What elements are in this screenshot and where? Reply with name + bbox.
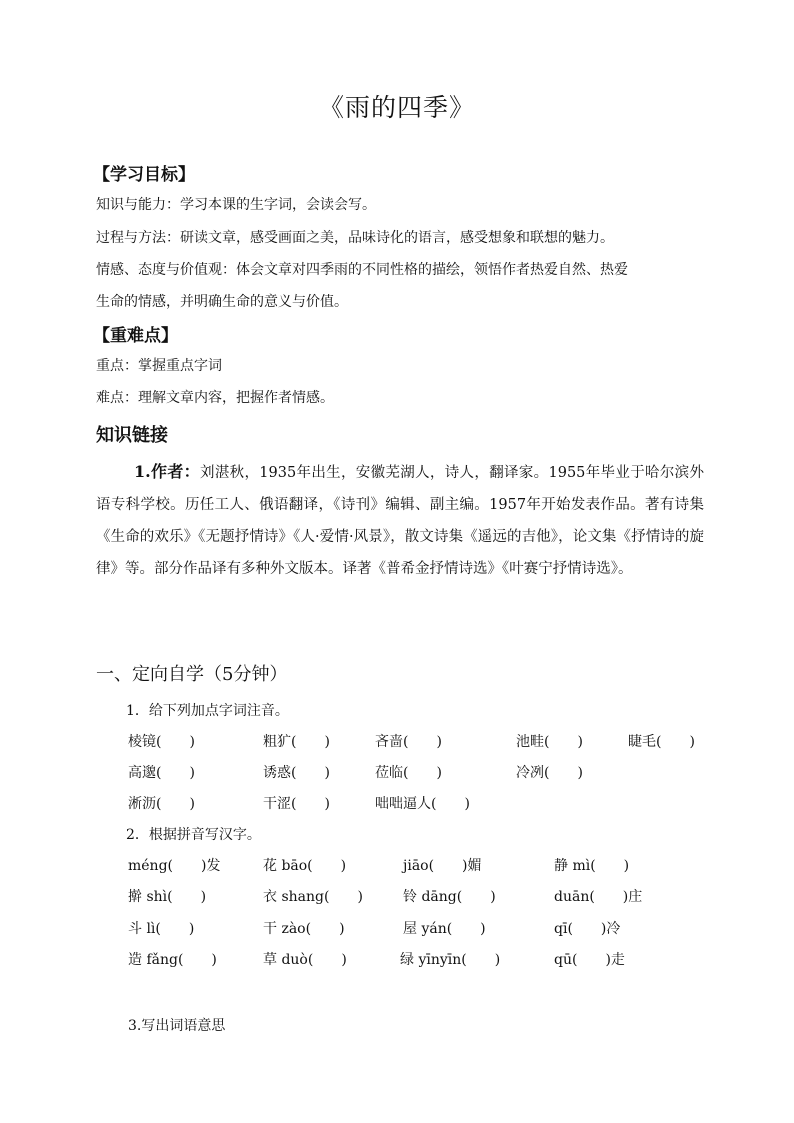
q1-item: 池畦( ): [516, 734, 583, 750]
q2-item: 静 mì( ): [554, 858, 630, 874]
q2-item: qū( )走: [554, 952, 625, 968]
q2-item: 草 duò( ): [263, 952, 347, 968]
objective-line: 情感、态度与价值观：体会文章对四季雨的不同性格的描绘，领悟作者热爱自然、热爱: [96, 262, 628, 278]
key-point-line: 难点：理解文章内容，把握作者情感。: [96, 390, 334, 406]
q1-item: 诱惑( ): [263, 765, 330, 781]
author-text: 刘湛秋，1935年出生，安徽芜湖人，诗人，翻译家。1955年毕业于哈尔滨外语专科学校。历任工人、俄语翻译，《诗刊》编辑、副主编。1957年开始发表作品。著有诗集《生命的欢乐》《无题抒情诗》《人·爱情·风景》，散文诗集《遥远的吉他》，论文集《抒情诗的旋律》等。部分作品译有多种外文版本。译著《普希金抒情诗选》《叶赛宁抒情诗选》。: [96, 465, 704, 577]
q1-label: 1．给下列加点字词注音。: [126, 703, 289, 719]
q2-item: qī( )冷: [554, 921, 621, 937]
q2-item: 擀 shì( ): [128, 889, 207, 905]
q1-item: 冷冽( ): [516, 765, 583, 781]
q2-item: 干 zào( ): [263, 921, 345, 937]
q2-label: 2．根据拼音写汉字。: [126, 827, 261, 843]
q2-item: 造 fǎng( ): [128, 952, 217, 968]
q1-item: 粗犷( ): [263, 734, 330, 750]
q1-item: 高邈( ): [128, 765, 195, 781]
q1-item: 莅临( ): [375, 765, 442, 781]
objective-line: 生命的情感，并明确生命的意义与价值。: [96, 294, 348, 310]
q1-item: 睫毛( ): [628, 734, 695, 750]
q2-item: 绿 yīnyīn( ): [400, 952, 501, 968]
q2-item: méng( )发: [128, 858, 221, 874]
q2-item: jiāo( )媚: [403, 858, 482, 874]
objective-line: 知识与能力：学习本课的生字词，会读会写。: [96, 197, 376, 213]
q1-item: 吝啬( ): [375, 734, 442, 750]
objectives-heading: 【学习目标】: [93, 165, 195, 185]
q1-item: 棱镜( ): [128, 734, 195, 750]
section1-heading: 一、定向自学（5分钟）: [96, 664, 288, 685]
q3-label: 3.写出词语意思: [128, 1018, 226, 1034]
q1-item: 干涩( ): [263, 796, 330, 812]
q2-item: duān( )庄: [554, 889, 643, 905]
objective-line: 过程与方法：研读文章，感受画面之美，品味诗化的语言，感受想象和联想的魅力。: [96, 230, 614, 246]
q2-item: 屋 yán( ): [403, 921, 486, 937]
q1-item: 淅沥( ): [128, 796, 195, 812]
q2-item: 衣 shang( ): [263, 889, 363, 905]
key-point-line: 重点：掌握重点字词: [96, 358, 222, 374]
key-points-heading: 【重难点】: [93, 326, 178, 346]
knowledge-heading: 知识链接: [96, 425, 168, 446]
q2-item: 花 bāo( ): [263, 858, 347, 874]
q2-item: 斗 lì( ): [128, 921, 195, 937]
q1-item: 咄咄逼人( ): [375, 796, 470, 812]
page-title: 《雨的四季》: [318, 93, 475, 122]
q2-item: 铃 dāng( ): [403, 889, 496, 905]
author-paragraph: [96, 456, 704, 585]
author-label: 1.作者：: [134, 462, 200, 481]
